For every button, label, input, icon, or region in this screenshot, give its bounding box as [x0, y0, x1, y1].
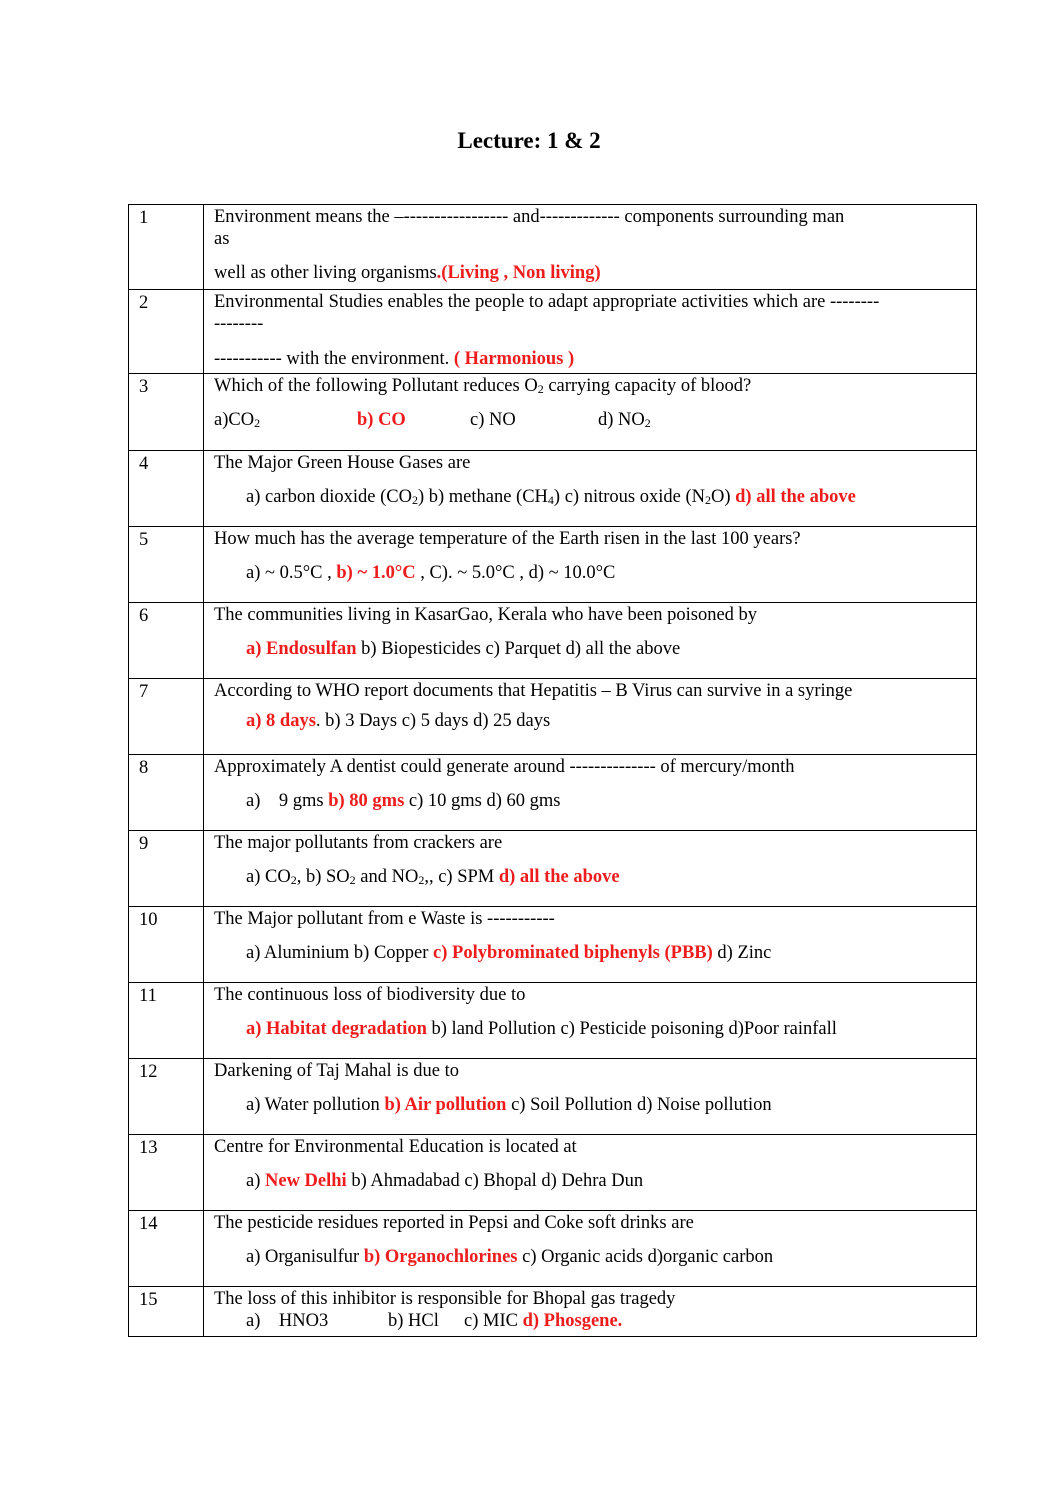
question-text: The Major pollutant from e Waste is ----------- — [214, 909, 555, 929]
question-number: 10 — [129, 907, 204, 983]
option-a: a) HNO3 — [246, 1311, 329, 1332]
option-text: a) Water pollution — [246, 1095, 385, 1116]
subscript: 2 — [644, 416, 651, 431]
question-cell — [204, 907, 977, 983]
question-row-1 — [129, 205, 977, 290]
option-text: a) ~ 0.5°C , — [246, 563, 337, 584]
question-row-12 — [129, 1059, 977, 1135]
question-text-line-3 — [214, 348, 966, 370]
question-row-6 — [129, 603, 977, 679]
question-number: 9 — [129, 831, 204, 907]
option-text: d) NO — [598, 410, 645, 431]
answer-text: .(Living , Non living) — [436, 263, 601, 284]
answer-text: b) 80 gms — [328, 791, 405, 812]
option-text: a) Aluminium b) Copper — [246, 943, 434, 964]
question-row-5 — [129, 527, 977, 603]
option-text: a) CO — [246, 867, 291, 888]
question-row-3 — [129, 374, 977, 451]
question-cell — [204, 451, 977, 527]
question-number: 2 — [129, 290, 204, 374]
question-text — [214, 375, 966, 397]
option-text: , b) SO — [296, 867, 350, 888]
question-row-14 — [129, 1211, 977, 1287]
answer-text: b) ~ 1.0°C — [336, 563, 416, 584]
question-number: 5 — [129, 527, 204, 603]
options — [214, 1094, 966, 1116]
answer-text: b) Organochlorines — [363, 1247, 518, 1268]
question-text-part: Which of the following Pollutant reduces O — [214, 376, 538, 396]
option-text: ) c) nitrous oxide (N — [553, 487, 705, 508]
question-text: The loss of this inhibitor is responsible for Bhopal gas tragedy — [214, 1289, 676, 1309]
question-text: How much has the average temperature of the Earth risen in the last 100 years? — [214, 529, 801, 549]
question-number: 3 — [129, 374, 204, 451]
option-text: a) 9 gms — [246, 791, 329, 812]
question-text: The communities living in KasarGao, Kerala who have been poisoned by — [214, 605, 758, 625]
question-cell — [204, 1135, 977, 1211]
answer-text: a) Habitat degradation — [246, 1019, 427, 1040]
option-text: d) Zinc — [712, 943, 772, 964]
question-row-4 — [129, 451, 977, 527]
option-text: b) Biopesticides c) Parquet d) all the above — [356, 639, 681, 660]
option-b: b) HCl — [388, 1311, 439, 1332]
option-text: a) — [246, 1171, 265, 1192]
subscript: 4 — [547, 493, 554, 508]
option-text: b) Ahmadabad c) Bhopal d) Dehra Dun — [346, 1171, 644, 1192]
question-text: Approximately A dentist could generate around -------------- of mercury/month — [214, 757, 795, 777]
options — [214, 866, 966, 888]
question-text: The Major Green House Gases are — [214, 453, 471, 473]
question-cell — [204, 679, 977, 755]
page-title: Lecture: 1 & 2 — [457, 128, 601, 153]
question-cell — [204, 1287, 977, 1337]
question-text-line-1: Environmental Studies enables the people to adapt appropriate activities which are -------- — [214, 292, 880, 312]
question-row-9 — [129, 831, 977, 907]
question-text: The major pollutants from crackers are — [214, 833, 503, 853]
options — [214, 486, 966, 508]
subscript: 2 — [290, 873, 297, 888]
options — [214, 790, 966, 812]
options — [214, 710, 966, 732]
option-text: c) Organic acids d)organic carbon — [517, 1247, 774, 1268]
option-a — [214, 409, 357, 431]
options — [214, 409, 966, 431]
question-cell — [204, 983, 977, 1059]
question-row-13 — [129, 1135, 977, 1211]
question-cell — [204, 374, 977, 451]
question-text: well as other living organisms — [214, 263, 437, 284]
question-row-7 — [129, 679, 977, 755]
subscript: 2 — [537, 382, 544, 396]
subscript: 2 — [349, 873, 356, 888]
question-text-line-3 — [214, 262, 966, 284]
question-row-15 — [129, 1287, 977, 1337]
spacer — [214, 250, 966, 262]
question-text: The continuous loss of biodiversity due to — [214, 985, 526, 1005]
answer-text: New Delhi — [265, 1171, 347, 1192]
spacer — [214, 335, 966, 348]
answer-text: d) Phosgene. — [522, 1311, 623, 1332]
question-text: Centre for Environmental Education is located at — [214, 1137, 577, 1157]
question-number: 15 — [129, 1287, 204, 1337]
options — [214, 638, 966, 660]
question-row-10 — [129, 907, 977, 983]
answer-text: b) Air pollution — [384, 1095, 507, 1116]
answer-text: d) all the above — [735, 487, 856, 508]
answer-text: a) Endosulfan — [246, 639, 357, 660]
subscript: 2 — [704, 493, 711, 508]
option-d — [598, 409, 651, 431]
question-cell — [204, 290, 977, 374]
question-text-line-2: as — [214, 229, 230, 250]
question-cell — [204, 831, 977, 907]
option-text: O) — [710, 487, 736, 508]
option-text: ,, c) SPM — [424, 867, 499, 888]
option-text: b) land Pollution c) Pesticide poisoning d)Poor rainfall — [426, 1019, 837, 1040]
question-cell — [204, 1211, 977, 1287]
question-number: 12 — [129, 1059, 204, 1135]
options — [214, 562, 966, 584]
option-c: c) NO — [470, 410, 516, 431]
option-text: a)CO — [214, 410, 255, 431]
question-text-line-1: Environment means the –----------------- and------------- components surrounding man — [214, 207, 845, 227]
question-number: 13 — [129, 1135, 204, 1211]
question-cell — [204, 603, 977, 679]
question-number: 6 — [129, 603, 204, 679]
option-text: c) 10 gms d) 60 gms — [404, 791, 561, 812]
question-row-2 — [129, 290, 977, 374]
option-text: and NO — [355, 867, 419, 888]
option-text: a) carbon dioxide (CO — [246, 487, 412, 508]
question-text: Darkening of Taj Mahal is due to — [214, 1061, 459, 1081]
question-text-line-2: -------- — [214, 314, 264, 335]
question-number: 8 — [129, 755, 204, 831]
option-text: , C). ~ 5.0°C , d) ~ 10.0°C — [415, 563, 616, 584]
option-b-answer: b) CO — [357, 410, 406, 431]
question-text: The pesticide residues reported in Pepsi and Coke soft drinks are — [214, 1213, 694, 1233]
question-cell — [204, 205, 977, 290]
options — [214, 1170, 966, 1192]
answer-text: ( Harmonious ) — [453, 349, 575, 370]
subscript: 2 — [254, 416, 261, 431]
option-text: . b) 3 Days c) 5 days d) 25 days — [315, 711, 551, 732]
question-row-11 — [129, 983, 977, 1059]
subscript: 2 — [411, 493, 418, 508]
question-row-8 — [129, 755, 977, 831]
subscript: 2 — [418, 873, 425, 888]
options — [214, 1310, 966, 1332]
answer-text: d) all the above — [498, 867, 620, 888]
question-cell — [204, 1059, 977, 1135]
question-cell — [204, 527, 977, 603]
question-number: 1 — [129, 205, 204, 290]
answer-text: c) Polybrominated biphenyls (PBB) — [433, 943, 713, 964]
options — [214, 1018, 966, 1040]
question-number: 11 — [129, 983, 204, 1059]
option-text: a) Organisulfur — [246, 1247, 364, 1268]
question-number: 7 — [129, 679, 204, 755]
answer-text: a) 8 days — [246, 711, 316, 732]
question-cell — [204, 755, 977, 831]
options — [214, 942, 966, 964]
quiz-table — [128, 204, 977, 1337]
question-text: ----------- with the environment. — [214, 349, 454, 370]
question-number: 14 — [129, 1211, 204, 1287]
question-text-part: carrying capacity of blood? — [543, 376, 752, 396]
question-number: 4 — [129, 451, 204, 527]
options — [214, 1246, 966, 1268]
question-text: According to WHO report documents that Hepatitis – B Virus can survive in a syringe — [214, 681, 853, 701]
option-text: c) Soil Pollution d) Noise pollution — [506, 1095, 772, 1116]
option-c: c) MIC — [464, 1311, 523, 1332]
option-text: ) b) methane (CH — [417, 487, 548, 508]
